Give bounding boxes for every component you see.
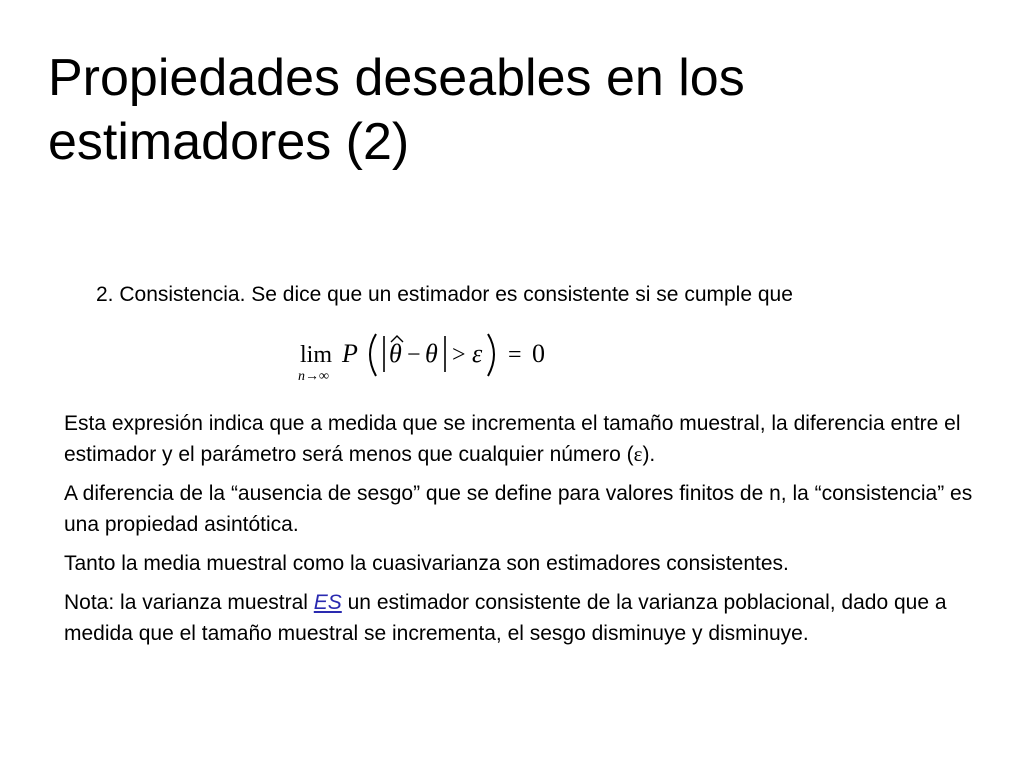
paragraph-consistent-estimators: Tanto la media muestral como la cuasivarianza son estimadores consistentes. (64, 552, 789, 575)
formula-probability-P: P (342, 339, 358, 368)
explanation-body (64, 408, 984, 657)
paragraph-1-end: ). (642, 443, 656, 466)
formula-zero: 0 (532, 339, 545, 368)
consistency-formula (292, 328, 572, 386)
formula-theta: θ (425, 339, 438, 368)
note-text-before: Nota: la varianza muestral (64, 591, 314, 614)
formula-left-paren (370, 334, 376, 376)
paragraph-note (64, 587, 984, 649)
slide-title-line-1: Propiedades deseables en los (48, 49, 745, 107)
consistency-intro: 2. Consistencia. Se dice que un estimador es consistente si se cumple que (96, 283, 793, 306)
formula-minus: − (407, 342, 421, 368)
note-text-after: un estimador consistente de la varianza poblacional, dado que a medida que el tamaño muestral se incrementa, el sesgo disminuye y disminuye. (64, 591, 947, 645)
slide-title-line-2: estimadores (2) (48, 113, 410, 171)
formula-epsilon: ε (472, 339, 483, 368)
formula-greater-than: > (452, 342, 466, 368)
paragraph-asymptotic-property: A diferencia de la “ausencia de sesgo” que se define para valores finitos de n, la “consistencia” es una propiedad asintótica. (64, 482, 973, 536)
formula-right-paren (488, 334, 494, 376)
paragraph-1-text: Esta expresión indica que a medida que se incrementa el tamaño muestral, la diferencia entre el estimador y el parámetro será menos que cualquier número ( (64, 412, 961, 466)
slide-title (48, 46, 988, 174)
es-link[interactable]: ES (313, 591, 342, 614)
formula-lim: lim (300, 342, 333, 368)
formula-equals: = (508, 342, 522, 368)
formula-limit-subscript: n→∞ (298, 369, 329, 384)
epsilon-symbol: ε (633, 442, 643, 466)
formula-theta-hat: θ (389, 339, 402, 368)
paragraph-expression-meaning (64, 408, 984, 470)
